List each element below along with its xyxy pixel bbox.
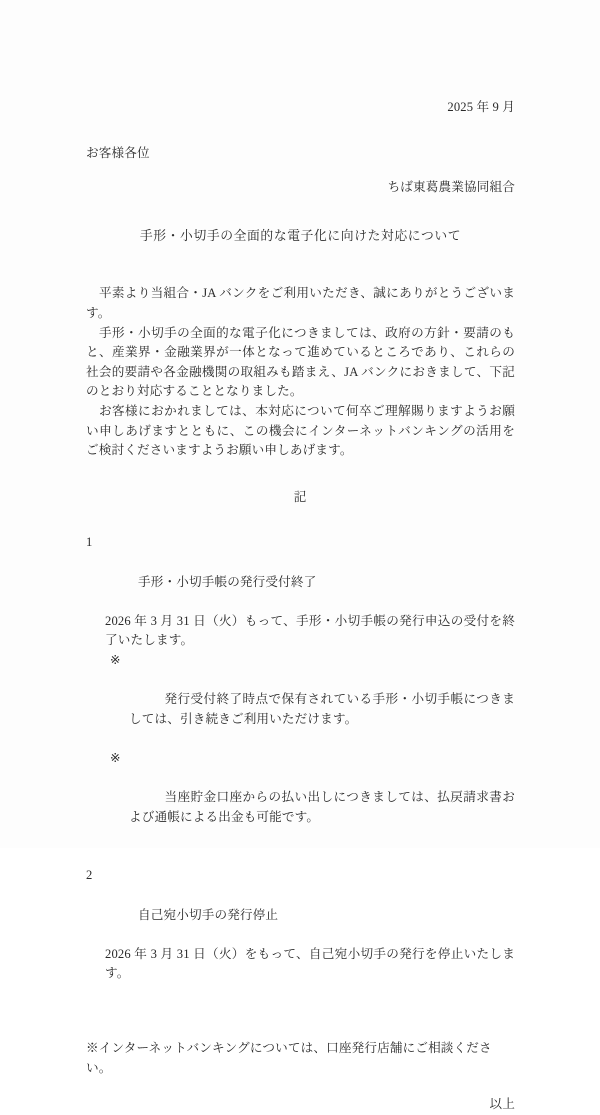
item-body-text: 2026 年 3 月 31 日（火）もって、手形・小切手帳の発行申込の受付を終了いたします。 — [105, 613, 515, 648]
body-paragraph: 平素より当組合・JA バンクをご利用いただき、誠にありがとうございます。 — [86, 286, 515, 320]
document-body — [86, 0, 515, 1115]
footnote: ※インターネットバンキングについては、口座発行店舗にご相談ください。 — [86, 1040, 492, 1075]
item-body-text: 2026 年 3 月 31 日（火）をもって、自己宛小切手の発行を停止いたします。 — [105, 946, 515, 981]
body-paragraph: お客様におかれましては、本対応について何卒ご理解賜りますようお願い申しあげますとともに、この機会にインターネットバンキングの活用をご検討くださいますようお願い申しあげます。 — [86, 403, 515, 458]
closing-mark: 以上 — [489, 1097, 515, 1112]
document-date: 2025 年 9 月 — [447, 100, 515, 114]
item-note — [86, 749, 515, 847]
item-note — [86, 651, 515, 749]
item-heading-text: 自己宛小切手の発行停止 — [137, 907, 279, 922]
document-title: 手形・小切手の全面的な電子化に向けた対応について — [139, 228, 462, 243]
note-mark-icon: ※ — [110, 652, 121, 667]
item-heading-row — [86, 533, 515, 611]
note-mark-icon: ※ — [110, 750, 121, 765]
numbered-items — [86, 533, 515, 984]
list-item — [86, 866, 515, 984]
item-note-text: 当座貯金口座からの払い出しにつきましては、払戻請求書および通帳による出金も可能です。 — [129, 790, 516, 824]
list-item — [86, 533, 515, 847]
item-heading-text: 手形・小切手帳の発行受付終了 — [137, 574, 317, 589]
item-number: 2 — [86, 868, 93, 883]
body-paragraphs — [86, 284, 515, 460]
item-number: 1 — [86, 535, 93, 550]
ki-heading: 記 — [293, 489, 308, 504]
sender-organization: ちば東葛農業協同組合 — [387, 180, 515, 195]
addressee: お客様各位 — [86, 145, 150, 160]
item-heading-row — [86, 866, 515, 944]
body-paragraph: 手形・小切手の全面的な電子化につきましては、政府の方針・要請のもと、産業界・金融業界が一体となって進めているところであり、これらの社会的要請や各金融機関の取組みも踏まえ、JA バンクにおきまして、下記のとおり対応することとなりました。 — [86, 325, 515, 399]
item-note-text: 発行受付終了時点で保有されている手形・小切手帳につきましては、引き続きご利用いただけます。 — [129, 692, 516, 726]
